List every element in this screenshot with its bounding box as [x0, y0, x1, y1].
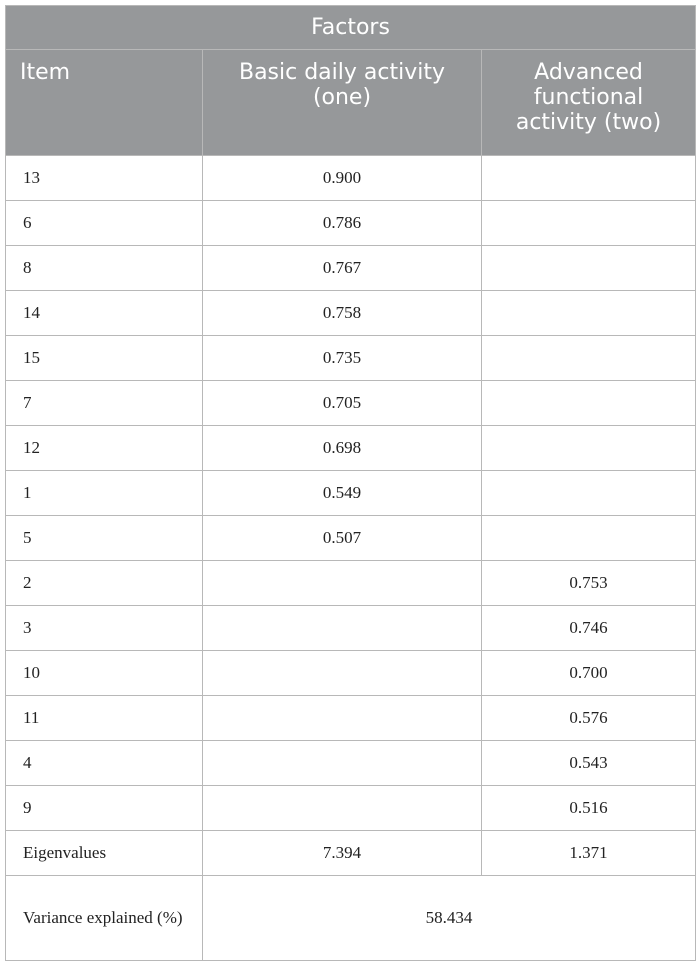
factor-two-cell: 0.543 [482, 741, 696, 786]
item-cell: 1 [6, 471, 203, 516]
item-cell: 2 [6, 561, 203, 606]
factor-one-cell: 0.900 [203, 156, 482, 201]
factor-one-cell: 0.758 [203, 291, 482, 336]
table-row [6, 831, 696, 876]
item-cell: 11 [6, 696, 203, 741]
factor-one-cell [203, 786, 482, 831]
factor-one-cell: 0.705 [203, 381, 482, 426]
factor-loadings-table [5, 5, 696, 961]
column-header-factor-two: Advanced functional activity (two) [482, 50, 696, 156]
item-cell: 7 [6, 381, 203, 426]
table-row [6, 561, 696, 606]
item-cell: 15 [6, 336, 203, 381]
table-row [6, 516, 696, 561]
factor-one-cell [203, 561, 482, 606]
factor-one-cell [203, 651, 482, 696]
item-cell: 3 [6, 606, 203, 651]
factor-one-cell: 0.735 [203, 336, 482, 381]
factor-two-cell [482, 471, 696, 516]
factor-two-cell [482, 156, 696, 201]
item-cell: 5 [6, 516, 203, 561]
factor-one-cell: 0.549 [203, 471, 482, 516]
table-row [6, 381, 696, 426]
item-cell: 9 [6, 786, 203, 831]
item-cell: 10 [6, 651, 203, 696]
factor-two-cell: 0.516 [482, 786, 696, 831]
table-row [6, 606, 696, 651]
table-row [6, 246, 696, 291]
factor-two-cell [482, 246, 696, 291]
factor-one-cell: 0.698 [203, 426, 482, 471]
table-row [6, 426, 696, 471]
column-header-factor-one: Basic daily activity (one) [203, 50, 482, 156]
variance-row [6, 876, 696, 961]
factor-two-cell: 0.576 [482, 696, 696, 741]
factor-two-cell: 1.371 [482, 831, 696, 876]
item-cell: 13 [6, 156, 203, 201]
factor-one-cell: 7.394 [203, 831, 482, 876]
table-row [6, 786, 696, 831]
factor-two-cell: 0.700 [482, 651, 696, 696]
table-body [6, 156, 696, 961]
factor-two-cell [482, 336, 696, 381]
factor-two-cell: 0.753 [482, 561, 696, 606]
table-row [6, 471, 696, 516]
item-cell: Eigenvalues [6, 831, 203, 876]
item-cell: 12 [6, 426, 203, 471]
table-row [6, 741, 696, 786]
table-row [6, 696, 696, 741]
table-row [6, 201, 696, 246]
column-header-item: Item [6, 50, 203, 156]
factor-one-cell: 0.767 [203, 246, 482, 291]
variance-label: Variance explained (%) [6, 876, 203, 961]
factor-one-cell [203, 696, 482, 741]
item-cell: 4 [6, 741, 203, 786]
item-cell: 8 [6, 246, 203, 291]
table-row [6, 651, 696, 696]
table-row [6, 336, 696, 381]
item-cell: 6 [6, 201, 203, 246]
item-cell: 14 [6, 291, 203, 336]
factor-two-cell [482, 201, 696, 246]
factors-group-header: Factors [6, 6, 696, 50]
factor-two-cell [482, 426, 696, 471]
factor-two-cell [482, 291, 696, 336]
factor-one-cell [203, 741, 482, 786]
variance-value: 58.434 [203, 876, 696, 961]
factor-one-cell [203, 606, 482, 651]
factor-one-cell: 0.507 [203, 516, 482, 561]
table-row [6, 156, 696, 201]
table-header [6, 6, 696, 156]
factor-two-cell: 0.746 [482, 606, 696, 651]
factor-one-cell: 0.786 [203, 201, 482, 246]
factor-two-cell [482, 516, 696, 561]
table-row [6, 291, 696, 336]
factor-two-cell [482, 381, 696, 426]
